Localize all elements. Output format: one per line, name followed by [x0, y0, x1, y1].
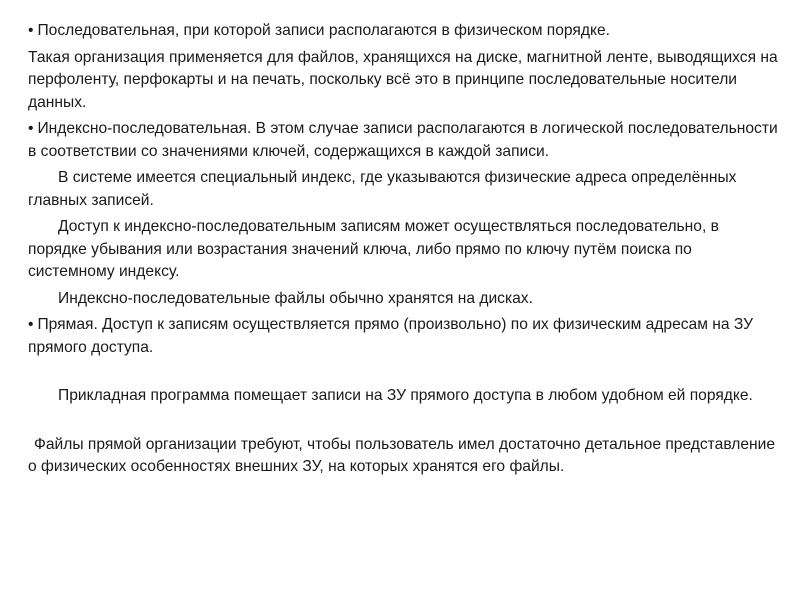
paragraph-application-program: Прикладная программа помещает записи на ЗУ прямого доступа в любом удобном ей порядке. [58, 387, 753, 404]
bullet-icon: • [28, 120, 34, 137]
bullet-paragraph-indexed [28, 118, 780, 163]
paragraph-indexed-storage: Индексно-последовательные файлы обычно хранятся на дисках. [58, 289, 533, 307]
spacer [28, 363, 780, 385]
paragraph-text: Прямая. Доступ к записям осуществляется прямо (произвольно) по их физическим адресам на ЗУ прямого доступа. [28, 316, 754, 356]
paragraph-text: Индексно-последовательная. В этом случае записи располагаются в логической последовательности в соответствии со значениями ключей, содержащихся в каждой записи. [28, 120, 778, 160]
paragraph-sequential-usage: Такая организация применяется для файлов, хранящихся на диске, магнитной ленте, выводящихся на перфоленту, перфокарты и на печать, поскольку всё это в принципе последовательные носители данных. [28, 48, 778, 111]
text-body [28, 20, 780, 483]
bullet-paragraph-sequential [28, 20, 780, 43]
paragraph-direct-files: Файлы прямой организации требуют, чтобы пользователь имел достаточно детальное представление о физических особенностях внешних ЗУ, на которых хранятся его файлы. [28, 435, 776, 475]
bullet-icon: • [28, 316, 34, 333]
paragraph-index: В системе имеется специальный индекс, где указываются физические адреса определённых главных записей. [28, 169, 737, 209]
paragraph-indexed-access: Доступ к индексно-последовательным записям может осуществляться последовательно, в порядке убывания или возрастания значений ключа, либо прямо по ключу путём поиска по системному индексу. [28, 218, 719, 280]
paragraph-text: Последовательная, при которой записи располагаются в физическом порядке. [37, 22, 610, 39]
bullet-paragraph-direct [28, 314, 780, 359]
spacer [28, 412, 780, 434]
bullet-icon: • [28, 22, 34, 39]
